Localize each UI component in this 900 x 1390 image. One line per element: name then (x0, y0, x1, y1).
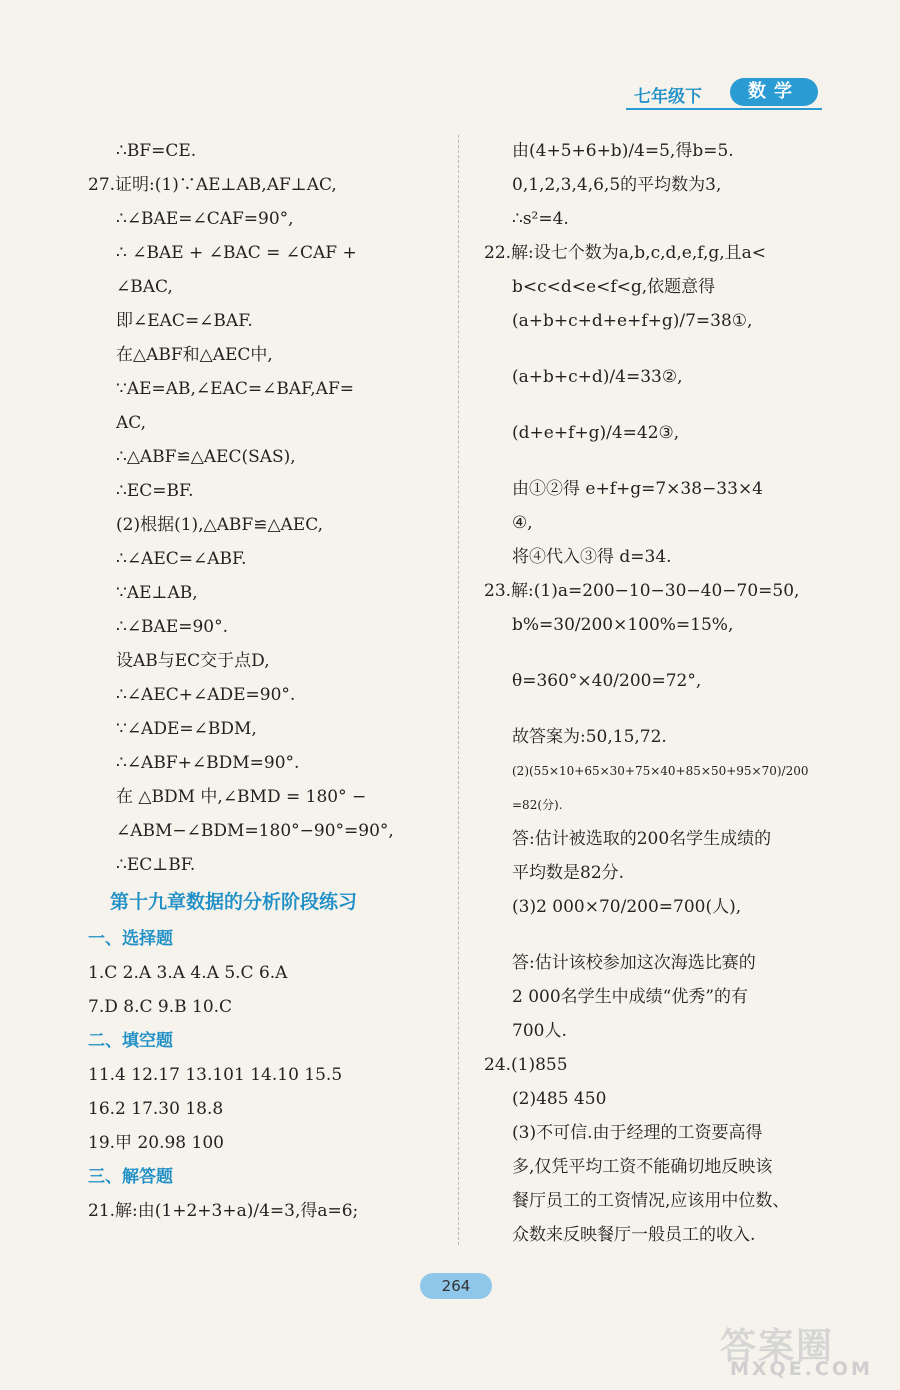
text-line: 16.2 17.30 18.8 (88, 1099, 224, 1119)
page-header (626, 78, 822, 112)
column-divider (458, 135, 459, 1245)
text-line: ∴ ∠BAE + ∠BAC = ∠CAF + (116, 243, 357, 263)
text-line: ∴∠AEC=∠ABF. (116, 549, 247, 569)
text-line: ∴∠AEC+∠ADE=90°. (116, 685, 296, 705)
text-line: 将④代入③得 d=34. (512, 547, 672, 567)
text-line: 22.解:设七个数为a,b,c,d,e,f,g,且a< (484, 243, 767, 263)
subject-badge: 数学 (730, 78, 818, 106)
text-line: 众数来反映餐厅一般员工的收入. (512, 1225, 756, 1245)
text-line: ∵∠ADE=∠BDM, (116, 719, 257, 739)
text-line: (a+b+c+d+e+f+g)/7=38①, (512, 311, 753, 331)
text-line: 700人. (512, 1021, 567, 1041)
text-line: (3)2 000×70/200=700(人), (512, 897, 742, 917)
text-line: ∴∠BAE=∠CAF=90°, (116, 209, 294, 229)
text-line: ∴s²=4. (512, 209, 569, 229)
text-line: 故答案为:50,15,72. (512, 727, 667, 747)
text-line: ∴EC=BF. (116, 481, 194, 501)
text-line: 设AB与EC交于点D, (116, 651, 270, 671)
text-line: 由①②得 e+f+g=7×38−33×4 (512, 479, 763, 499)
text-line: AC, (116, 413, 147, 433)
text-line: ∵AE⊥AB, (116, 583, 198, 603)
text-line: 二、填空题 (88, 1031, 173, 1051)
text-line: θ=360°×40/200=72°, (512, 671, 702, 691)
watermark-text: 答案圈 (720, 1326, 835, 1367)
text-line: 由(4+5+6+b)/4=5,得b=5. (512, 141, 734, 161)
text-line: ∴△ABF≌△AEC(SAS), (116, 447, 296, 467)
text-line: 在 △BDM 中,∠BMD = 180° − (116, 787, 367, 807)
page-number: 264 (420, 1273, 492, 1299)
text-line: 餐厅员工的工资情况,应该用中位数、 (512, 1191, 790, 1211)
text-line: ∵AE=AB,∠EAC=∠BAF,AF= (116, 379, 354, 399)
text-line: 多,仅凭平均工资不能确切地反映该 (512, 1157, 773, 1177)
text-line: 24.(1)855 (484, 1055, 568, 1075)
text-line: 平均数是82分. (512, 863, 625, 883)
text-line: ④, (512, 513, 533, 533)
text-line: b%=30/200×100%=15%, (512, 615, 734, 635)
text-line: ∴∠BAE=90°. (116, 617, 229, 637)
text-line: 0,1,2,3,4,6,5的平均数为3, (512, 175, 722, 195)
text-line: 答:估计该校参加这次海选比赛的 (512, 953, 756, 973)
watermark-logo (720, 1318, 890, 1382)
text-line: (d+e+f+g)/4=42③, (512, 423, 680, 443)
text-line: 21.解:由(1+2+3+a)/4=3,得a=6; (88, 1201, 359, 1221)
watermark-url: MXQE.COM (730, 1358, 873, 1380)
left-column (88, 134, 438, 1228)
text-line: =82(分). (512, 798, 563, 812)
text-line: ∴BF=CE. (116, 141, 197, 161)
grade-label: 七年级下 (634, 87, 702, 107)
text-line: b<c<d<e<f<g,依题意得 (512, 277, 716, 297)
text-line: (2)485 450 (512, 1089, 607, 1109)
text-line: ∴∠ABF+∠BDM=90°. (116, 753, 300, 773)
text-line: (2)(55×10+65×30+75×40+85×50+95×70)/200 (512, 764, 809, 778)
text-line: 答:估计被选取的200名学生成绩的 (512, 829, 772, 849)
text-line: ∴EC⊥BF. (116, 855, 196, 875)
text-line: 即∠EAC=∠BAF. (116, 311, 253, 331)
text-line: 19.甲 20.98 100 (88, 1133, 224, 1153)
right-column (484, 134, 834, 1252)
text-line: 三、解答题 (88, 1167, 173, 1187)
text-line: 7.D 8.C 9.B 10.C (88, 997, 233, 1017)
text-line: 在△ABF和△AEC中, (116, 345, 273, 365)
text-line: 一、选择题 (88, 929, 173, 949)
text-line: ∠ABM−∠BDM=180°−90°=90°, (116, 821, 394, 841)
text-line: (a+b+c+d)/4=33②, (512, 367, 683, 387)
text-line: 第十九章数据的分析阶段练习 (110, 891, 358, 913)
text-line: 2 000名学生中成绩“优秀”的有 (512, 987, 749, 1007)
text-line: 23.解:(1)a=200−10−30−40−70=50, (484, 581, 800, 601)
text-line: ∠BAC, (116, 277, 173, 297)
text-line: (2)根据(1),△ABF≌△AEC, (116, 515, 324, 535)
text-line: 11.4 12.17 13.101 14.10 15.5 (88, 1065, 343, 1085)
text-line: (3)不可信.由于经理的工资要高得 (512, 1123, 763, 1143)
text-line: 27.证明:(1)∵AE⊥AB,AF⊥AC, (88, 175, 337, 195)
text-line: 1.C 2.A 3.A 4.A 5.C 6.A (88, 963, 288, 983)
header-underline (626, 108, 822, 110)
